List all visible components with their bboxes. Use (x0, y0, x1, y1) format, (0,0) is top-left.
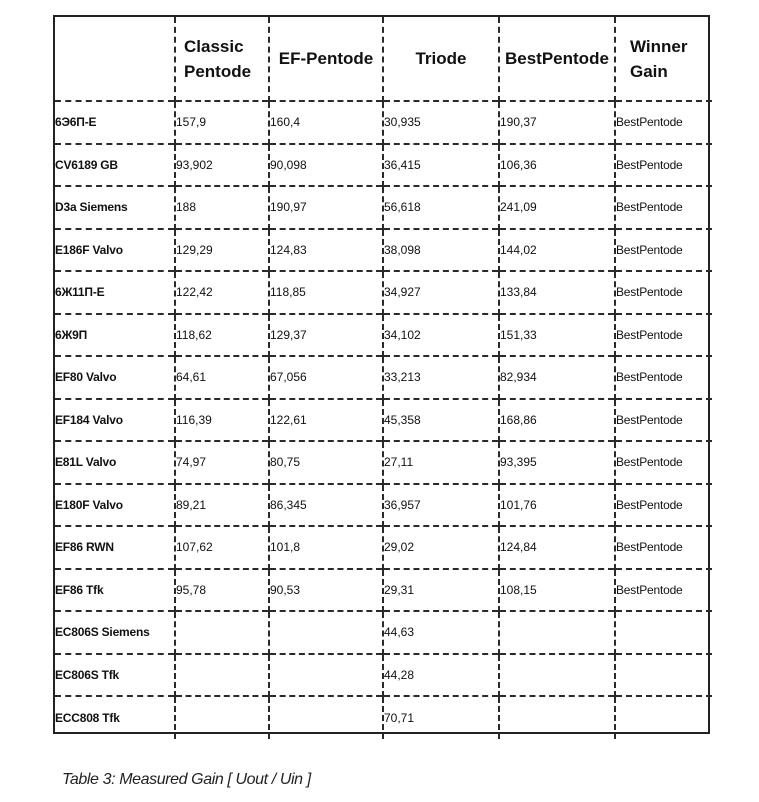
cell-classic-pentode: 93,902 (175, 144, 269, 187)
cell-tube-name: EF80 Valvo (55, 356, 175, 399)
cell-ef-pentode: 118,85 (269, 271, 383, 314)
cell-classic-pentode: 64,61 (175, 356, 269, 399)
cell-best-pentode (499, 696, 615, 739)
cell-classic-pentode: 122,42 (175, 271, 269, 314)
table-row (55, 569, 712, 612)
cell-triode: 36,415 (383, 144, 499, 187)
cell-best-pentode: 101,76 (499, 484, 615, 527)
table-row (55, 356, 712, 399)
cell-tube-name: EF86 RWN (55, 526, 175, 569)
cell-tube-name: D3a Siemens (55, 186, 175, 229)
cell-ef-pentode: 86,345 (269, 484, 383, 527)
cell-tube-name: 6Э6П-Е (55, 101, 175, 144)
cell-classic-pentode: 157,9 (175, 101, 269, 144)
cell-classic-pentode: 116,39 (175, 399, 269, 442)
table-row (55, 441, 712, 484)
cell-tube-name: EF86 Tfk (55, 569, 175, 612)
cell-triode: 29,31 (383, 569, 499, 612)
cell-ef-pentode: 190,97 (269, 186, 383, 229)
cell-classic-pentode: 74,97 (175, 441, 269, 484)
cell-triode: 38,098 (383, 229, 499, 272)
cell-triode: 44,63 (383, 611, 499, 654)
header-tube-name (55, 17, 175, 101)
table-row (55, 271, 712, 314)
cell-winner-gain: BestPentode (615, 186, 712, 229)
cell-winner-gain: BestPentode (615, 484, 712, 527)
cell-winner-gain (615, 654, 712, 697)
cell-best-pentode: 93,395 (499, 441, 615, 484)
cell-winner-gain: BestPentode (615, 101, 712, 144)
cell-best-pentode: 82,934 (499, 356, 615, 399)
table-row (55, 399, 712, 442)
table-row (55, 526, 712, 569)
cell-classic-pentode: 89,21 (175, 484, 269, 527)
cell-best-pentode: 133,84 (499, 271, 615, 314)
cell-triode: 34,927 (383, 271, 499, 314)
cell-ef-pentode: 80,75 (269, 441, 383, 484)
cell-triode: 56,618 (383, 186, 499, 229)
cell-classic-pentode (175, 696, 269, 739)
cell-best-pentode: 168,86 (499, 399, 615, 442)
cell-ef-pentode: 129,37 (269, 314, 383, 357)
cell-ef-pentode: 67,056 (269, 356, 383, 399)
cell-ef-pentode: 90,53 (269, 569, 383, 612)
cell-classic-pentode: 129,29 (175, 229, 269, 272)
cell-triode: 36,957 (383, 484, 499, 527)
header-triode: Triode (383, 17, 499, 101)
cell-triode: 70,71 (383, 696, 499, 739)
cell-ef-pentode (269, 654, 383, 697)
cell-ef-pentode: 101,8 (269, 526, 383, 569)
cell-triode: 33,213 (383, 356, 499, 399)
cell-classic-pentode: 118,62 (175, 314, 269, 357)
cell-winner-gain: BestPentode (615, 526, 712, 569)
cell-best-pentode: 241,09 (499, 186, 615, 229)
header-winner-gain (615, 17, 712, 101)
header-ef-pentode: EF-Pentode (269, 17, 383, 101)
header-classic-pentode (175, 17, 269, 101)
cell-best-pentode: 190,37 (499, 101, 615, 144)
table-row (55, 101, 712, 144)
table-row (55, 654, 712, 697)
cell-best-pentode: 144,02 (499, 229, 615, 272)
cell-classic-pentode: 107,62 (175, 526, 269, 569)
measured-gain-table (55, 17, 712, 739)
cell-tube-name: E81L Valvo (55, 441, 175, 484)
header-best-pentode: BestPentode (499, 17, 615, 101)
cell-tube-name: EC806S Tfk (55, 654, 175, 697)
cell-winner-gain (615, 696, 712, 739)
cell-best-pentode (499, 654, 615, 697)
table-row (55, 696, 712, 739)
cell-winner-gain (615, 611, 712, 654)
cell-tube-name: ECC808 Tfk (55, 696, 175, 739)
cell-triode: 29,02 (383, 526, 499, 569)
cell-winner-gain: BestPentode (615, 399, 712, 442)
table-row (55, 611, 712, 654)
table-row (55, 484, 712, 527)
cell-tube-name: EF184 Valvo (55, 399, 175, 442)
cell-winner-gain: BestPentode (615, 356, 712, 399)
table-caption: Table 3: Measured Gain [ Uout / Uin ] (62, 771, 311, 788)
cell-tube-name: 6Ж9П (55, 314, 175, 357)
cell-winner-gain: BestPentode (615, 441, 712, 484)
table-row (55, 314, 712, 357)
cell-winner-gain: BestPentode (615, 271, 712, 314)
cell-winner-gain: BestPentode (615, 569, 712, 612)
cell-ef-pentode: 122,61 (269, 399, 383, 442)
cell-triode: 27,11 (383, 441, 499, 484)
header-winner-line2: Gain (630, 61, 668, 81)
cell-triode: 44,28 (383, 654, 499, 697)
cell-ef-pentode: 160,4 (269, 101, 383, 144)
cell-tube-name: 6Ж11П-Е (55, 271, 175, 314)
header-classic-line2: Pentode (184, 61, 252, 81)
table-row (55, 144, 712, 187)
cell-best-pentode: 108,15 (499, 569, 615, 612)
header-winner-line1: Winner (630, 36, 688, 56)
header-classic-line1: Classic (184, 36, 244, 56)
header-row (55, 17, 712, 101)
cell-classic-pentode: 95,78 (175, 569, 269, 612)
cell-best-pentode: 106,36 (499, 144, 615, 187)
table-row (55, 229, 712, 272)
cell-winner-gain: BestPentode (615, 229, 712, 272)
cell-ef-pentode (269, 611, 383, 654)
cell-triode: 34,102 (383, 314, 499, 357)
cell-ef-pentode (269, 696, 383, 739)
table-row (55, 186, 712, 229)
cell-ef-pentode: 90,098 (269, 144, 383, 187)
cell-best-pentode: 151,33 (499, 314, 615, 357)
cell-winner-gain: BestPentode (615, 314, 712, 357)
cell-classic-pentode: 188 (175, 186, 269, 229)
cell-triode: 45,358 (383, 399, 499, 442)
gain-table-frame (53, 15, 710, 734)
cell-tube-name: EC806S Siemens (55, 611, 175, 654)
cell-winner-gain: BestPentode (615, 144, 712, 187)
cell-best-pentode (499, 611, 615, 654)
cell-tube-name: CV6189 GB (55, 144, 175, 187)
cell-classic-pentode (175, 654, 269, 697)
cell-triode: 30,935 (383, 101, 499, 144)
cell-best-pentode: 124,84 (499, 526, 615, 569)
cell-ef-pentode: 124,83 (269, 229, 383, 272)
cell-classic-pentode (175, 611, 269, 654)
cell-tube-name: E180F Valvo (55, 484, 175, 527)
cell-tube-name: E186F Valvo (55, 229, 175, 272)
